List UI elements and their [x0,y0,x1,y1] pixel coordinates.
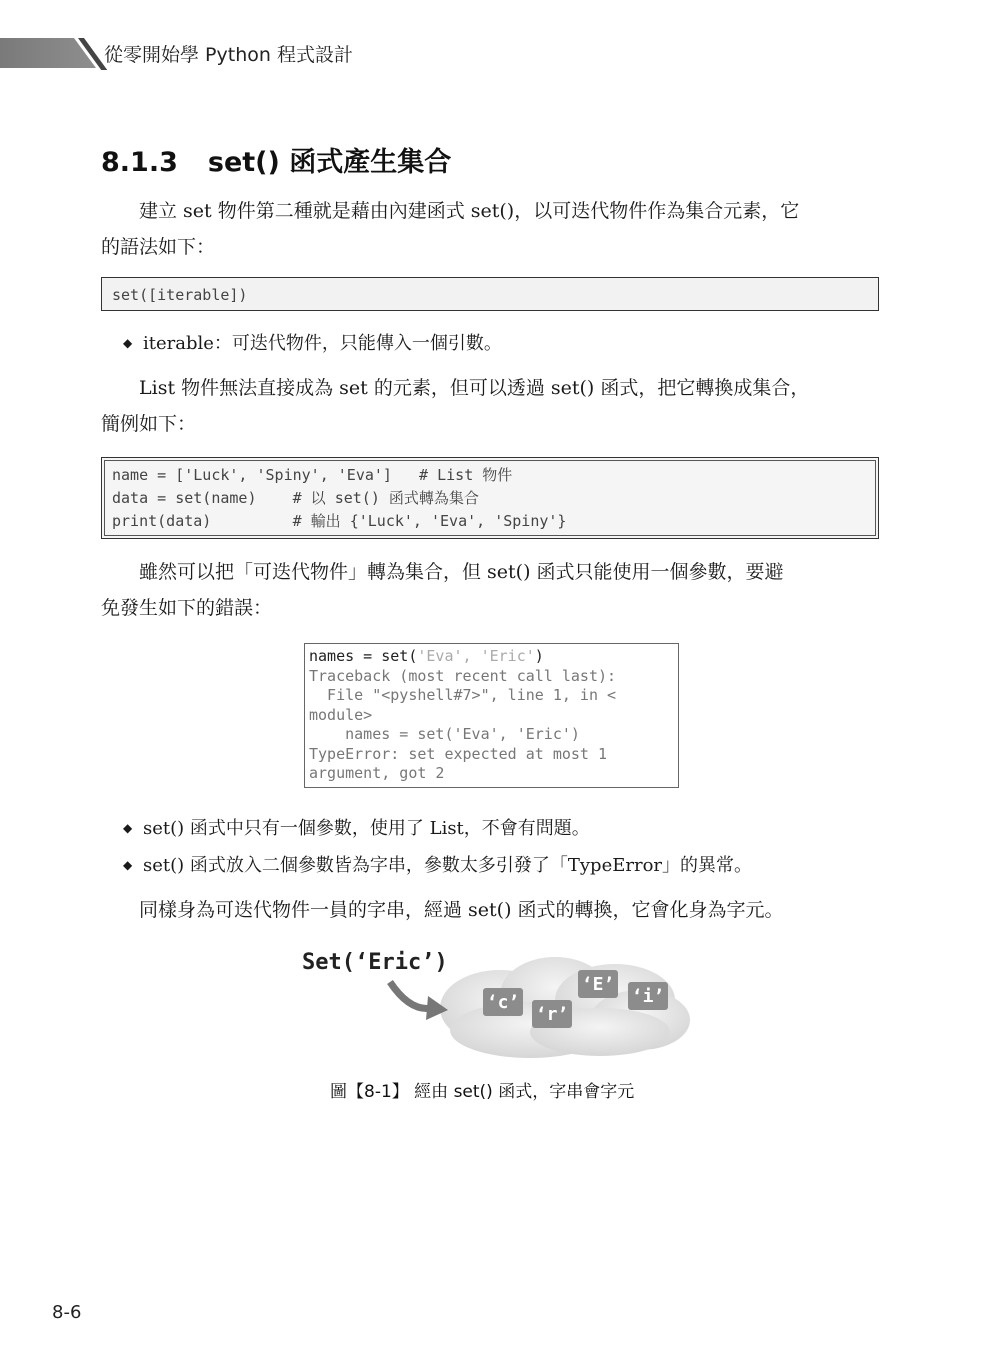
bullet-text: set() 函式中只有一個參數，使用了 List，不會有問題。 [143,818,590,839]
code-text: names = set( [309,647,418,665]
code-line: data = set(name) # 以 set() 函式轉為集合 [112,489,479,507]
book-title: 從零開始學 Python 程式設計 [104,44,353,66]
error-line [309,647,674,667]
section-title: set() 函式產生集合 [207,147,452,178]
bullet-item [123,852,752,879]
bullet-item [123,330,502,357]
paragraph-line: 雖然可以把「可迭代物件」轉為集合，但 set() 函式只能使用一個參數，要避 [139,561,784,583]
paragraph-line: 簡例如下： [101,413,197,435]
bullet-text: iterable：可迭代物件，只能傳入一個引數。 [143,333,502,354]
figure-set-call: Set(‘Eric’) [302,950,448,975]
error-line: Traceback (most recent call last): [309,666,617,685]
diamond-bullet-icon: ◆ [123,336,133,350]
paragraph-warning [101,554,881,626]
example-code-box [101,457,879,539]
bullet-text: set() 函式放入二個參數皆為字串，參數太多引發了「TypeError」的異常。 [143,855,753,876]
paragraph-line: 的語法如下： [101,236,216,258]
char-tile-label: ‘E’ [581,974,615,995]
paragraph-intro [101,193,881,265]
bullet-item [123,815,590,842]
error-line: module> [309,705,373,724]
syntax-code-box [101,277,879,311]
paragraph-list [101,370,881,442]
code-text: ) [534,647,544,665]
char-tile-label: ‘c’ [486,992,520,1013]
code-line: name = ['Luck', 'Spiny', 'Eva'] # List 物件 [112,466,513,484]
char-tile-label: ‘i’ [631,986,665,1007]
paragraph-line: List 物件無法直接成為 set 的元素，但可以透過 set() 函式，把它轉換成集合， [139,377,810,399]
paragraph-line: 同樣身為可迭代物件一員的字串，經過 set() 函式的轉換，它會化身為字元。 [139,899,784,921]
arrow-icon [390,982,432,1008]
error-screenshot [304,643,679,788]
diamond-bullet-icon: ◆ [123,858,133,872]
figure-caption: 圖【8-1】 經由 set() 函式，字串會字元 [330,1082,635,1102]
char-tile-label: ‘r’ [535,1004,569,1025]
paragraph-line: 免發生如下的錯誤： [101,597,273,619]
code-line: set([iterable]) [112,286,248,304]
string-literal: 'Eva', 'Eric' [417,647,535,665]
diamond-bullet-icon: ◆ [123,821,133,835]
error-line: File "<pyshell#7>", line 1, in < [309,686,617,704]
section-heading [101,140,451,179]
paragraph-line: 建立 set 物件第二種就是藉由內建函式 set()，以可迭代物件作為集合元素，它 [139,200,800,222]
error-line: names = set('Eva', 'Eric') [309,725,580,743]
page-number: 8-6 [52,1302,82,1323]
error-line: TypeError: set expected at most 1 [309,744,608,763]
section-number: 8.1.3 [101,147,178,178]
code-line: print(data) # 輸出 {'Luck', 'Eva', 'Spiny'} [112,512,567,530]
paragraph-string [101,892,881,928]
error-line: argument, got 2 [309,764,445,782]
cloud-illustration [380,950,700,1060]
